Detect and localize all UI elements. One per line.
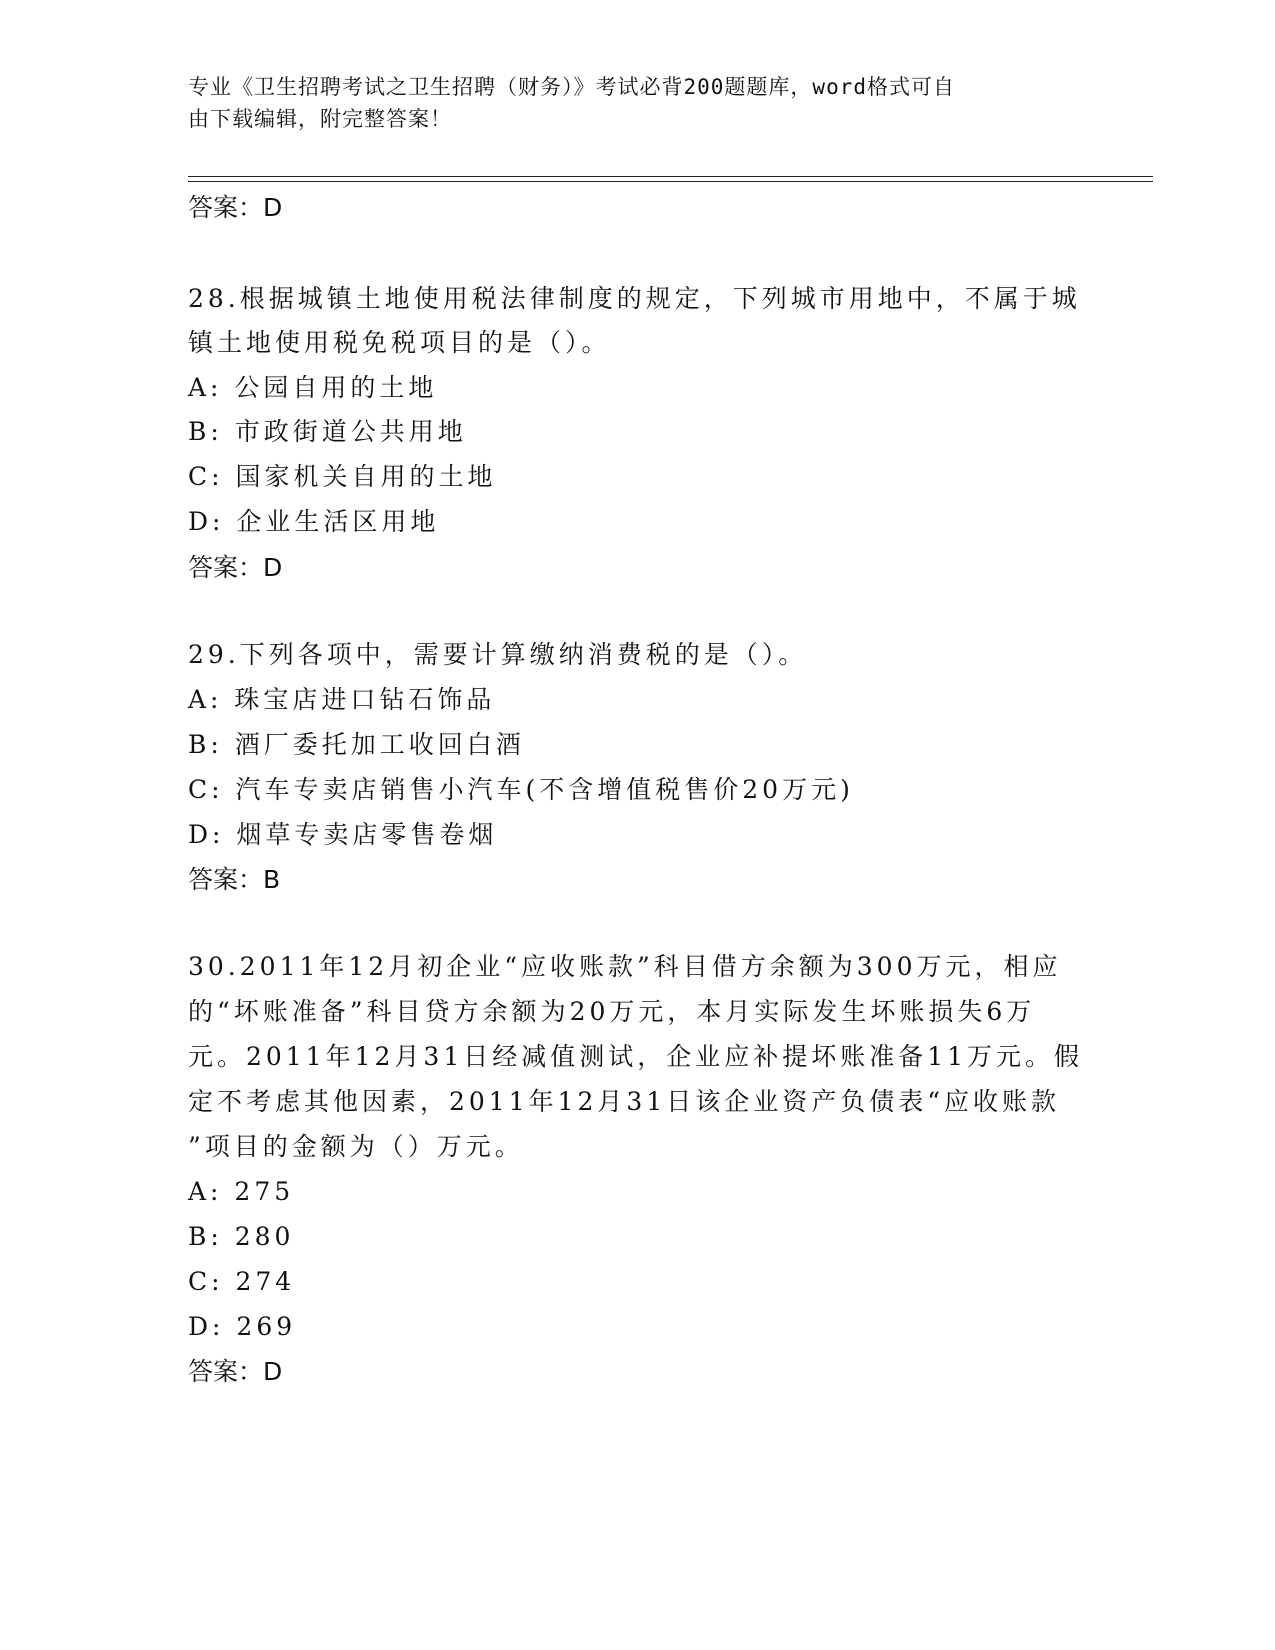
- header-text-line-1: 专业《卫生招聘考试之卫生招聘（财务）》考试必背200题题库，word格式可自: [188, 75, 955, 99]
- question-28-option-a: A: 公园自用的土地: [188, 373, 438, 402]
- question-30-line-4: 定不考虑其他因素，2011年12月31日该企业资产负债表“应收账款: [188, 1087, 1061, 1116]
- header-rule-bottom: [188, 181, 1153, 182]
- question-29-option-d: D: 烟草专卖店零售卷烟: [188, 820, 498, 849]
- question-28-option-c: C: 国家机关自用的土地: [188, 462, 497, 491]
- question-28-option-d: D: 企业生活区用地: [188, 507, 440, 536]
- question-30-answer: 答案：D: [188, 1357, 283, 1386]
- question-28-option-b: B: 市政街道公共用地: [188, 417, 467, 446]
- question-30-option-b: B: 280: [188, 1222, 295, 1251]
- question-29-option-a: A: 珠宝店进口钻石饰品: [188, 685, 496, 714]
- question-29-line-1: 29.下列各项中，需要计算缴纳消费税的是（）。: [188, 640, 808, 669]
- question-28-line-2: 镇土地使用税免税项目的是（）。: [188, 328, 611, 357]
- question-30-option-d: D: 269: [188, 1312, 297, 1341]
- question-28-line-1: 28.根据城镇土地使用税法律制度的规定，下列城市用地中，不属于城: [188, 284, 1081, 313]
- question-30-line-5: ”项目的金额为（）万元。: [188, 1132, 524, 1161]
- question-29-option-c: C: 汽车专卖店销售小汽车(不含增值税售价20万元): [188, 775, 854, 804]
- question-29-option-b: B: 酒厂委托加工收回白酒: [188, 730, 525, 759]
- header-text-line-2: 由下载编辑，附完整答案！: [188, 107, 452, 131]
- question-30-line-3: 元。2011年12月31日经减值测试，企业应补提坏账准备11万元。假: [188, 1042, 1084, 1071]
- previous-answer: 答案：D: [188, 193, 283, 222]
- question-28-answer: 答案：D: [188, 553, 283, 582]
- header-rule-top: [188, 176, 1153, 177]
- question-30-line-2: 的“坏账准备”科目贷方余额为20万元，本月实际发生坏账损失6万: [188, 997, 1036, 1026]
- question-30-line-1: 30.2011年12月初企业“应收账款”科目借方余额为300万元，相应: [188, 952, 1062, 981]
- question-30-option-c: C: 274: [188, 1267, 296, 1296]
- question-30-option-a: A: 275: [188, 1177, 295, 1206]
- question-29-answer: 答案：B: [188, 865, 281, 894]
